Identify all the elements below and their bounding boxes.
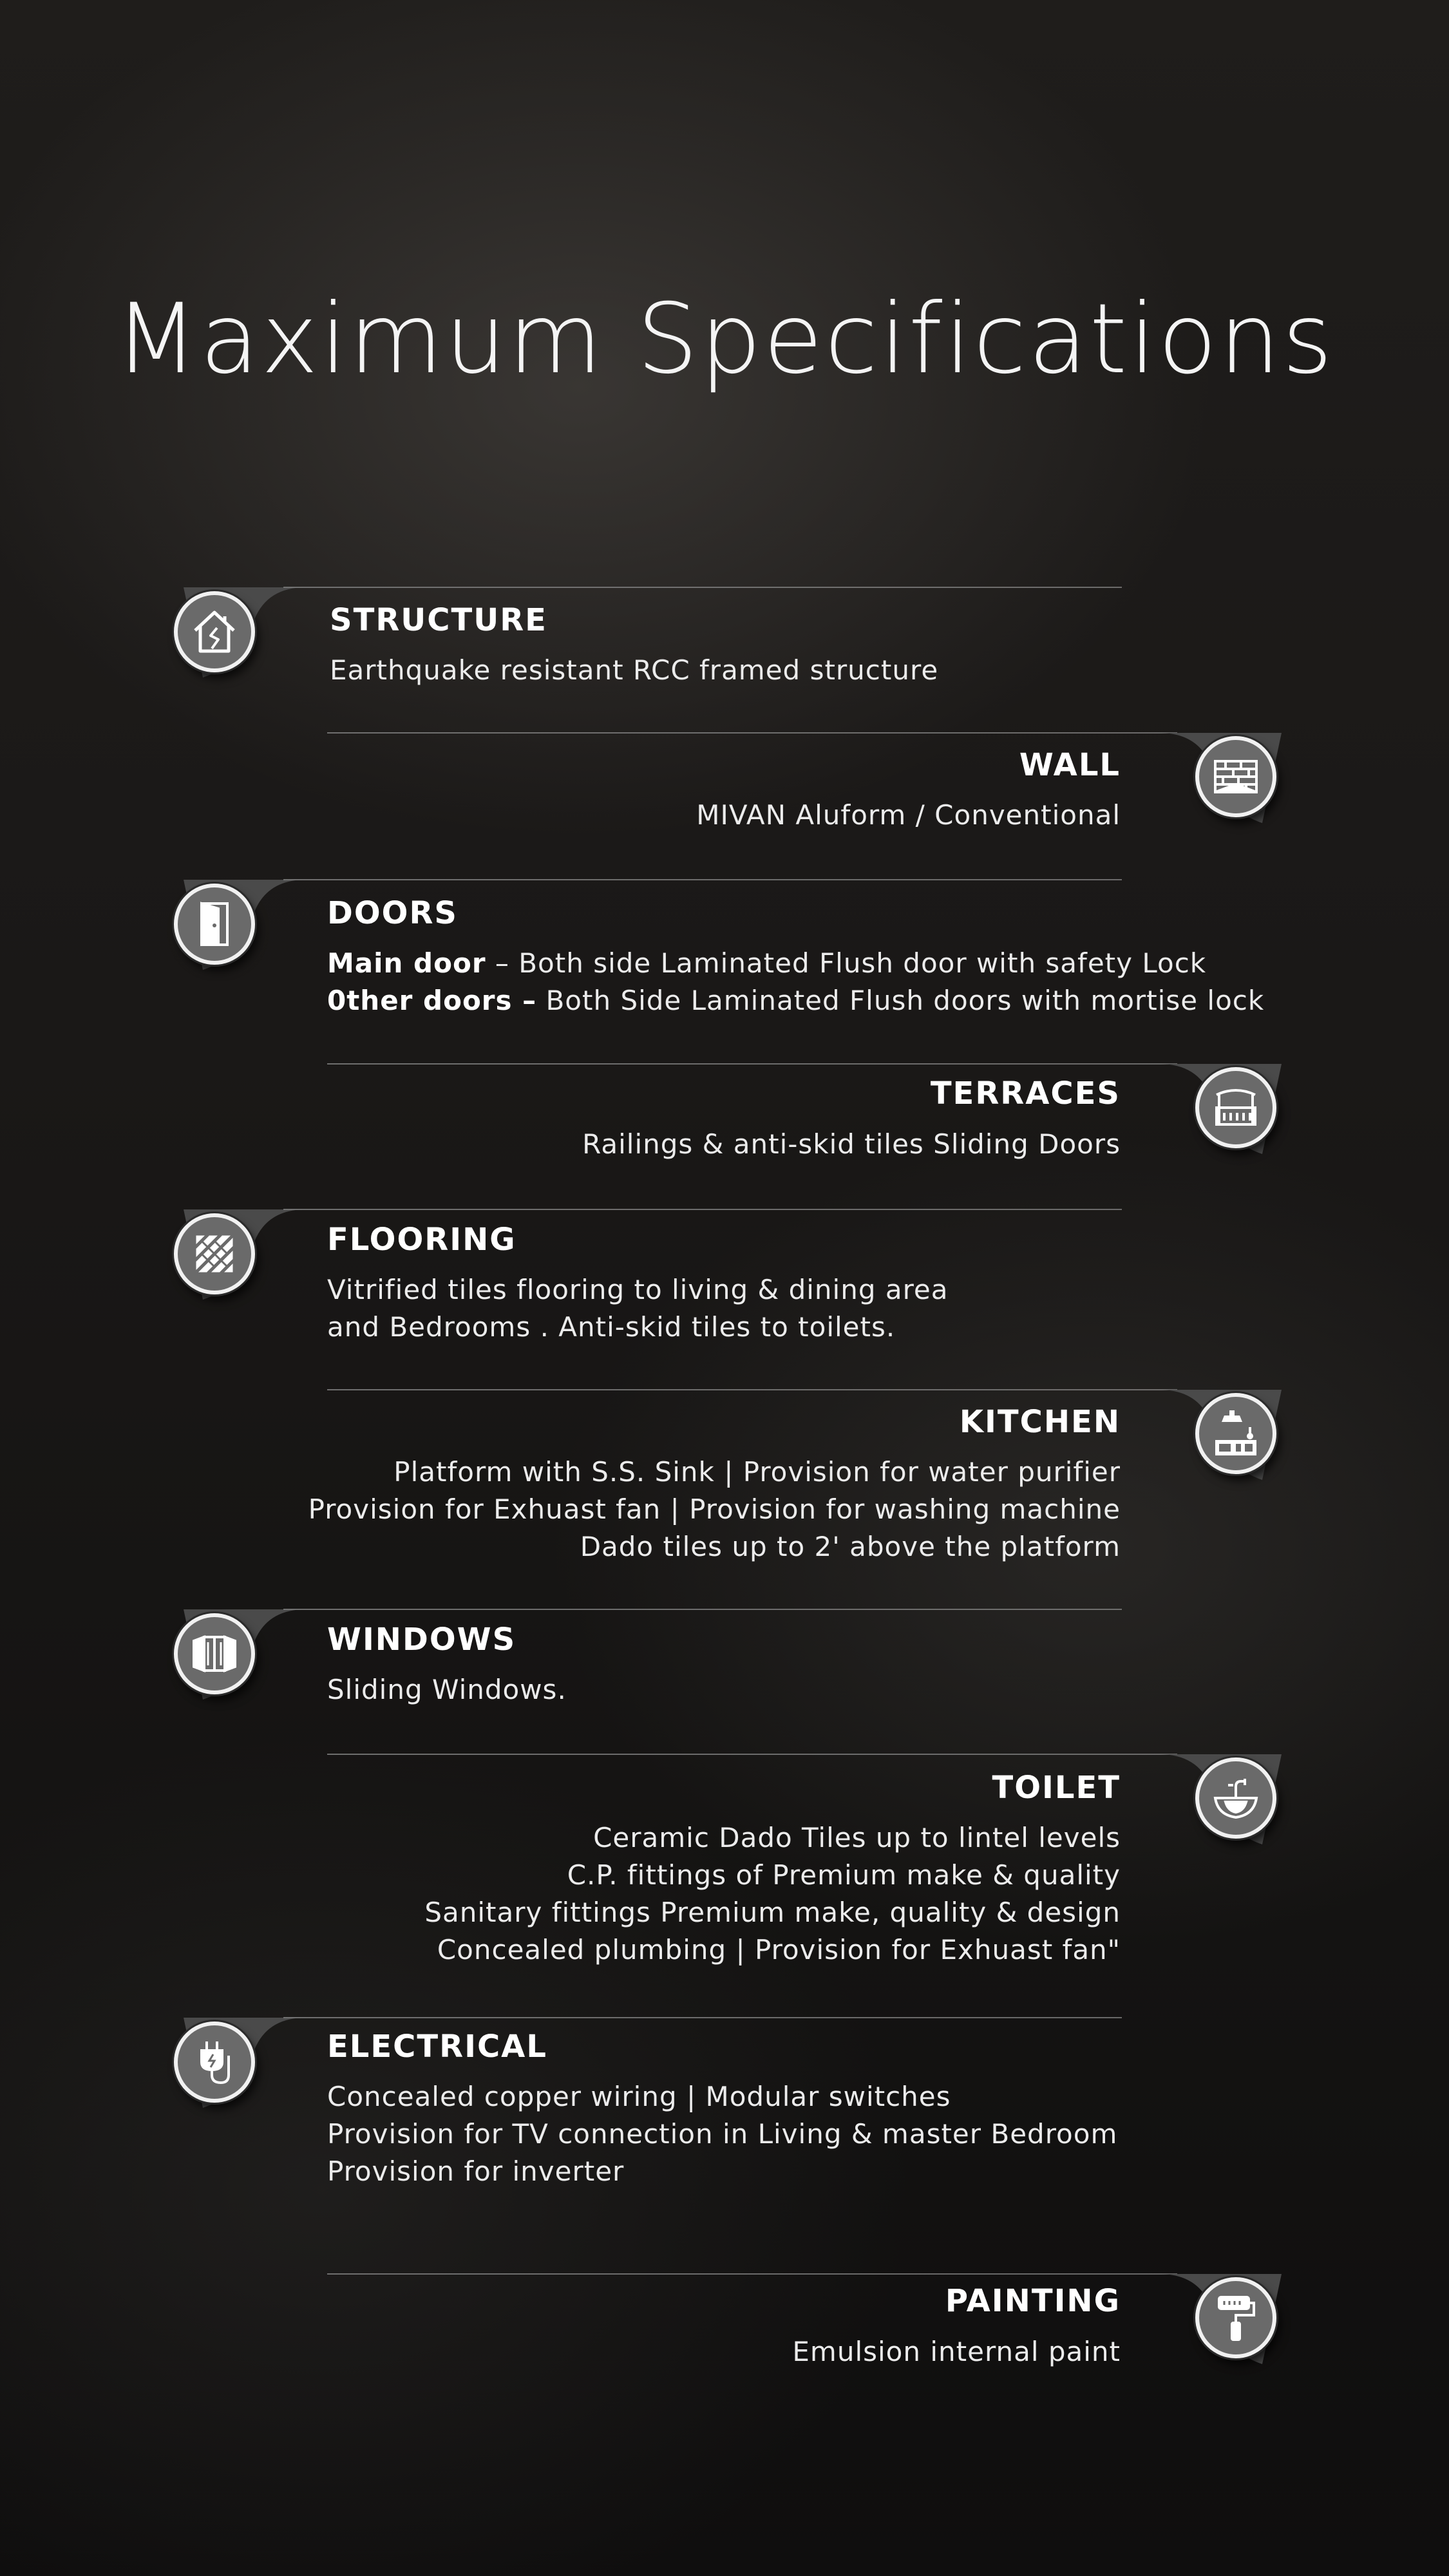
spec-line: Vitrified tiles flooring to living & dining area	[327, 1274, 949, 1305]
spec-heading: TOILET	[992, 1770, 1121, 1806]
spec-row	[327, 945, 1264, 982]
spec-heading: STRUCTURE	[330, 602, 547, 638]
spec-body	[327, 1271, 949, 1346]
spec-body	[424, 1819, 1121, 1969]
spec-line: Provision for Exhuast fan | Provision for washing machine	[308, 1493, 1121, 1525]
separator-line	[283, 1209, 1122, 1210]
spec-line: Concealed plumbing | Provision for Exhuast fan"	[437, 1934, 1121, 1965]
spec-row-label: 0ther doors –	[327, 985, 537, 1016]
spec-line: Concealed copper wiring | Modular switches	[327, 2081, 951, 2112]
separator-line	[283, 2017, 1122, 2018]
spec-row	[327, 982, 1264, 1019]
spec-body	[327, 945, 1264, 1019]
spec-line: and Bedrooms . Anti-skid tiles to toilets.	[327, 1311, 896, 1343]
separator-line	[283, 1609, 1122, 1610]
spec-heading: WINDOWS	[327, 1622, 516, 1658]
separator-line	[327, 1754, 1177, 1755]
wash-basin-icon	[1195, 1757, 1276, 1839]
separator-line	[327, 1389, 1177, 1390]
spec-line: C.P. fittings of Premium make & quality	[567, 1859, 1121, 1891]
spec-line: Emulsion internal paint	[792, 2336, 1121, 2367]
separator-line	[327, 2273, 1177, 2275]
spec-line: Earthquake resistant RCC framed structure	[330, 654, 939, 686]
page-title: Maximum Specifications	[115, 283, 1334, 395]
separator-line	[327, 1063, 1177, 1065]
spec-body	[792, 2333, 1121, 2371]
spec-body	[327, 1671, 567, 1709]
spec-heading: TERRACES	[930, 1075, 1121, 1112]
spec-body	[330, 652, 938, 689]
paint-roller-icon	[1195, 2277, 1276, 2358]
spec-line: Railings & anti-skid tiles Sliding Doors	[582, 1128, 1121, 1160]
spec-body	[582, 1126, 1121, 1163]
separator-line	[283, 587, 1122, 588]
spec-heading: FLOORING	[327, 1222, 516, 1258]
spec-heading: KITCHEN	[959, 1404, 1121, 1440]
spec-body	[308, 1454, 1121, 1566]
door-icon	[174, 884, 255, 965]
spec-line: Ceramic Dado Tiles up to lintel levels	[593, 1822, 1121, 1853]
spec-row-label: Main door	[327, 947, 486, 979]
floor-tiles-icon	[174, 1213, 255, 1294]
spec-line: MIVAN Aluform / Conventional	[696, 799, 1121, 831]
spec-line: Sanitary fittings Premium make, quality & design	[424, 1897, 1121, 1928]
spec-line: Sliding Windows.	[327, 1674, 567, 1705]
spec-line: Provision for inverter	[327, 2155, 625, 2187]
window-icon	[174, 1613, 255, 1694]
spec-line: Dado tiles up to 2' above the platform	[580, 1531, 1121, 1562]
separator-line	[327, 732, 1177, 734]
spec-heading: PAINTING	[945, 2283, 1121, 2319]
separator-line	[283, 879, 1122, 880]
spec-heading: WALL	[1019, 747, 1121, 783]
spec-row-text: Both Side Laminated Flush doors with mortise lock	[536, 985, 1265, 1016]
brick-wall-icon	[1195, 736, 1276, 817]
spec-line: Platform with S.S. Sink | Provision for water purifier	[393, 1456, 1121, 1488]
spec-body	[696, 797, 1121, 834]
terrace-railing-icon	[1195, 1067, 1276, 1148]
spec-body	[327, 2078, 1117, 2190]
house-crack-icon	[174, 591, 255, 672]
kitchen-icon	[1195, 1393, 1276, 1474]
spec-row-text: – Both side Laminated Flush door with safety Lock	[486, 947, 1207, 979]
spec-line: Provision for TV connection in Living & master Bedroom	[327, 2118, 1118, 2150]
plug-icon	[174, 2022, 255, 2103]
spec-heading: DOORS	[327, 895, 458, 931]
spec-heading: ELECTRICAL	[327, 2029, 547, 2065]
